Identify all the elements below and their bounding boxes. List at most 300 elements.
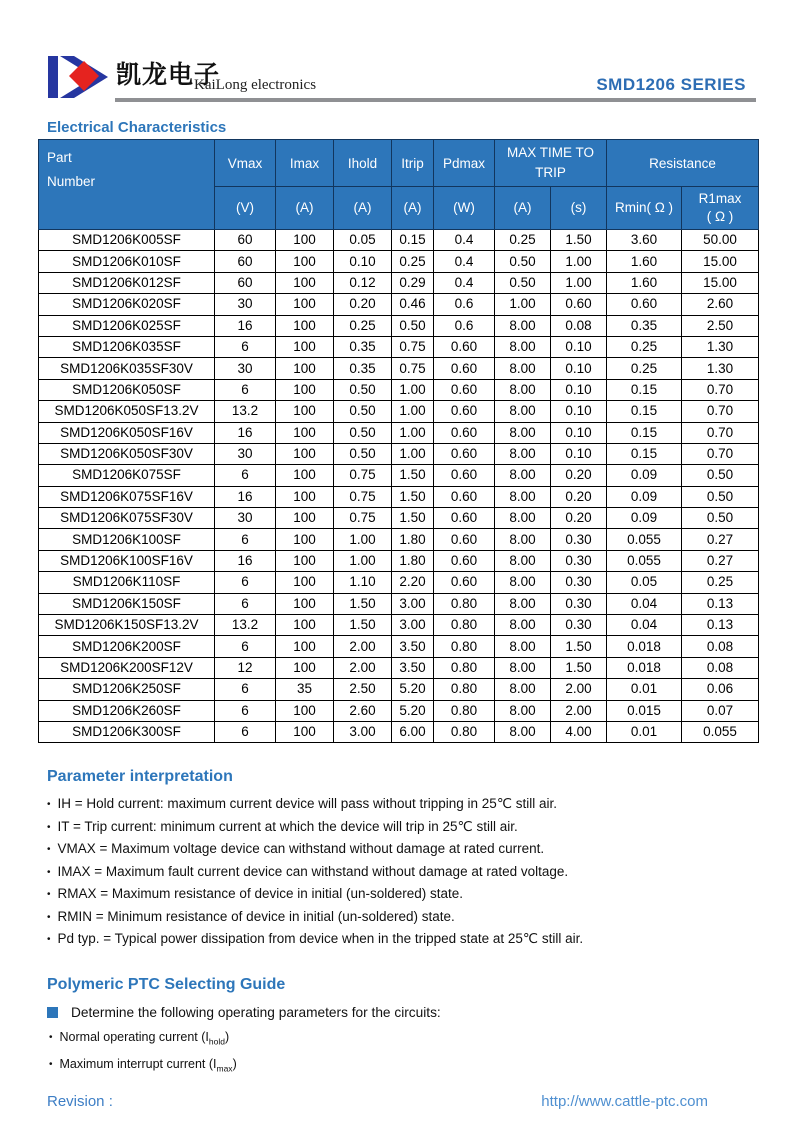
value-cell: 0.50 <box>334 422 392 443</box>
value-cell: 0.60 <box>434 379 495 400</box>
value-cell: 100 <box>276 401 334 422</box>
value-cell: 0.60 <box>434 465 495 486</box>
value-cell: 8.00 <box>495 486 551 507</box>
value-cell: 1.80 <box>392 550 434 571</box>
table-row <box>39 721 759 742</box>
value-cell: 5.20 <box>392 700 434 721</box>
part-number-cell: SMD1206K200SF <box>39 636 215 657</box>
value-cell: 2.50 <box>682 315 759 336</box>
part-number-cell: SMD1206K012SF <box>39 272 215 293</box>
table-row <box>39 336 759 357</box>
unit-s: (s) <box>551 187 607 230</box>
value-cell: 2.60 <box>334 700 392 721</box>
value-cell: 100 <box>276 700 334 721</box>
value-cell: 100 <box>276 422 334 443</box>
unit-w: (W) <box>434 187 495 230</box>
col-resistance: Resistance <box>607 140 759 187</box>
value-cell: 8.00 <box>495 358 551 379</box>
value-cell: 8.00 <box>495 315 551 336</box>
table-row <box>39 251 759 272</box>
value-cell: 0.50 <box>334 443 392 464</box>
value-cell: 0.018 <box>607 657 682 678</box>
value-cell: 0.50 <box>495 251 551 272</box>
value-cell: 0.30 <box>551 572 607 593</box>
table-row <box>39 700 759 721</box>
value-cell: 1.50 <box>334 593 392 614</box>
value-cell: 0.60 <box>434 508 495 529</box>
value-cell: 16 <box>215 486 276 507</box>
value-cell: 0.50 <box>682 486 759 507</box>
value-cell: 1.00 <box>392 379 434 400</box>
value-cell: 1.00 <box>334 529 392 550</box>
unit-a-ihold: (A) <box>334 187 392 230</box>
value-cell: 1.00 <box>551 272 607 293</box>
value-cell: 2.00 <box>334 636 392 657</box>
r1max-line2: ( Ω ) <box>706 209 734 224</box>
value-cell: 0.30 <box>551 593 607 614</box>
value-cell: 30 <box>215 358 276 379</box>
value-cell: 1.00 <box>334 550 392 571</box>
value-cell: 6 <box>215 336 276 357</box>
value-cell: 0.60 <box>434 486 495 507</box>
value-cell: 1.80 <box>392 529 434 550</box>
value-cell: 0.60 <box>434 358 495 379</box>
series-title: SMD1206 SERIES <box>596 75 746 94</box>
value-cell: 0.30 <box>551 615 607 636</box>
part-number-cell: SMD1206K050SF30V <box>39 443 215 464</box>
value-cell: 100 <box>276 336 334 357</box>
value-cell: 2.20 <box>392 572 434 593</box>
value-cell: 100 <box>276 657 334 678</box>
part-number-cell: SMD1206K025SF <box>39 315 215 336</box>
value-cell: 0.27 <box>682 550 759 571</box>
value-cell: 0.15 <box>607 443 682 464</box>
table-row <box>39 529 759 550</box>
value-cell: 100 <box>276 593 334 614</box>
value-cell: 0.75 <box>334 508 392 529</box>
value-cell: 0.018 <box>607 636 682 657</box>
electrical-characteristics-title: Electrical Characteristics <box>47 119 227 136</box>
parameter-text: IMAX = Maximum fault current device can withstand without damage at rated voltage. <box>57 863 569 879</box>
value-cell: 0.60 <box>434 443 495 464</box>
part-number-cell: SMD1206K100SF <box>39 529 215 550</box>
value-cell: 0.75 <box>334 465 392 486</box>
determine-line <box>47 1005 758 1020</box>
page-content <box>38 119 758 1110</box>
part-number-cell: SMD1206K035SF30V <box>39 358 215 379</box>
value-cell: 6 <box>215 465 276 486</box>
table-row <box>39 401 759 422</box>
value-cell: 0.60 <box>434 550 495 571</box>
value-cell: 0.60 <box>607 294 682 315</box>
value-cell: 0.15 <box>392 230 434 251</box>
bullet-suffix: ) <box>232 1056 237 1071</box>
value-cell: 0.20 <box>334 294 392 315</box>
value-cell: 100 <box>276 315 334 336</box>
value-cell: 30 <box>215 443 276 464</box>
bullet-suffix: ) <box>224 1029 230 1044</box>
parameter-interpretation-title: Parameter interpretation <box>47 768 233 786</box>
bullet-icon: • <box>47 934 51 946</box>
value-cell: 6 <box>215 593 276 614</box>
unit-v: (V) <box>215 187 276 230</box>
value-cell: 0.055 <box>607 529 682 550</box>
value-cell: 0.80 <box>434 679 495 700</box>
value-cell: 60 <box>215 272 276 293</box>
r1max-line1: R1max <box>698 191 742 206</box>
value-cell: 0.10 <box>551 401 607 422</box>
value-cell: 0.12 <box>334 272 392 293</box>
value-cell: 16 <box>215 550 276 571</box>
table-row <box>39 615 759 636</box>
value-cell: 0.60 <box>551 294 607 315</box>
value-cell: 0.70 <box>682 422 759 443</box>
parameter-item <box>47 906 758 929</box>
value-cell: 0.09 <box>607 465 682 486</box>
value-cell: 0.70 <box>682 379 759 400</box>
part-number-cell: SMD1206K260SF <box>39 700 215 721</box>
value-cell: 0.80 <box>434 636 495 657</box>
selecting-guide-title: Polymeric PTC Selecting Guide <box>47 975 286 993</box>
value-cell: 3.00 <box>392 615 434 636</box>
value-cell: 2.00 <box>334 657 392 678</box>
value-cell: 13.2 <box>215 615 276 636</box>
table-row <box>39 422 759 443</box>
table-row <box>39 358 759 379</box>
value-cell: 1.00 <box>495 294 551 315</box>
parameter-text: IH = Hold current: maximum current device will pass without tripping in 25℃ still air. <box>57 796 557 812</box>
value-cell: 0.35 <box>607 315 682 336</box>
value-cell: 1.00 <box>551 251 607 272</box>
unit-a-trip: (A) <box>495 187 551 230</box>
table-head <box>39 140 759 230</box>
value-cell: 8.00 <box>495 721 551 742</box>
part-number-cell: SMD1206K075SF16V <box>39 486 215 507</box>
table-row <box>39 593 759 614</box>
value-cell: 8.00 <box>495 465 551 486</box>
value-cell: 0.60 <box>434 529 495 550</box>
value-cell: 0.75 <box>334 486 392 507</box>
value-cell: 0.20 <box>551 508 607 529</box>
value-cell: 0.50 <box>682 508 759 529</box>
parameter-list <box>38 793 758 951</box>
logo-chinese-text: 凯龙电子 <box>116 60 221 89</box>
part-number-cell: SMD1206K010SF <box>39 251 215 272</box>
value-cell: 0.06 <box>682 679 759 700</box>
value-cell: 0.25 <box>495 230 551 251</box>
value-cell: 0.20 <box>551 486 607 507</box>
value-cell: 6 <box>215 700 276 721</box>
part-number-cell: SMD1206K075SF30V <box>39 508 215 529</box>
revision-label: Revision : <box>47 1092 113 1110</box>
table-row <box>39 486 759 507</box>
part-label-line2: Number <box>47 174 96 189</box>
value-cell: 8.00 <box>495 550 551 571</box>
table-row <box>39 572 759 593</box>
parameter-text: Pd typ. = Typical power dissipation from device when in the tripped state at 25℃ still air. <box>57 931 584 947</box>
value-cell: 12 <box>215 657 276 678</box>
value-cell: 1.60 <box>607 251 682 272</box>
bullet-icon: • <box>49 1058 53 1070</box>
logo-english-text: KaiLong electronics <box>194 77 317 93</box>
value-cell: 0.50 <box>495 272 551 293</box>
value-cell: 0.01 <box>607 721 682 742</box>
value-cell: 100 <box>276 636 334 657</box>
col-itrip: Itrip <box>392 140 434 187</box>
kailong-logo-icon <box>48 56 112 98</box>
table-row <box>39 294 759 315</box>
value-cell: 1.50 <box>392 486 434 507</box>
value-cell: 0.25 <box>607 336 682 357</box>
part-number-cell: SMD1206K075SF <box>39 465 215 486</box>
value-cell: 0.60 <box>434 422 495 443</box>
website-link[interactable]: http://www.cattle-ptc.com <box>541 1092 708 1110</box>
value-cell: 0.80 <box>434 721 495 742</box>
table-row <box>39 679 759 700</box>
value-cell: 0.30 <box>551 529 607 550</box>
value-cell: 0.07 <box>682 700 759 721</box>
table-row <box>39 443 759 464</box>
part-number-cell: SMD1206K050SF16V <box>39 422 215 443</box>
parameter-text: IT = Trip current: minimum current at which the device will trip in 25℃ still air. <box>57 818 518 834</box>
value-cell: 100 <box>276 465 334 486</box>
value-cell: 15.00 <box>682 272 759 293</box>
value-cell: 0.08 <box>682 636 759 657</box>
value-cell: 8.00 <box>495 572 551 593</box>
value-cell: 0.10 <box>551 336 607 357</box>
value-cell: 1.30 <box>682 358 759 379</box>
bullet-icon: • <box>47 799 51 811</box>
value-cell: 13.2 <box>215 401 276 422</box>
value-cell: 0.10 <box>551 358 607 379</box>
value-cell: 100 <box>276 508 334 529</box>
value-cell: 8.00 <box>495 529 551 550</box>
part-number-cell: SMD1206K300SF <box>39 721 215 742</box>
part-number-cell: SMD1206K035SF <box>39 336 215 357</box>
value-cell: 1.50 <box>551 657 607 678</box>
value-cell: 8.00 <box>495 593 551 614</box>
value-cell: 0.10 <box>334 251 392 272</box>
parameter-item <box>47 861 758 884</box>
value-cell: 100 <box>276 572 334 593</box>
bullet-icon: • <box>47 821 51 833</box>
value-cell: 0.80 <box>434 700 495 721</box>
value-cell: 60 <box>215 251 276 272</box>
determine-text: Determine the following operating parameters for the circuits: <box>71 1004 441 1020</box>
bullet-icon: • <box>47 844 51 856</box>
value-cell: 3.00 <box>392 593 434 614</box>
col-part-number <box>39 140 215 230</box>
value-cell: 0.13 <box>682 593 759 614</box>
value-cell: 0.35 <box>334 358 392 379</box>
table-row <box>39 657 759 678</box>
value-cell: 0.60 <box>434 572 495 593</box>
value-cell: 100 <box>276 230 334 251</box>
value-cell: 0.055 <box>682 721 759 742</box>
value-cell: 8.00 <box>495 679 551 700</box>
list-item <box>49 1053 758 1080</box>
value-cell: 6.00 <box>392 721 434 742</box>
value-cell: 1.50 <box>551 636 607 657</box>
col-imax: Imax <box>276 140 334 187</box>
parameter-text: VMAX = Maximum voltage device can withstand without damage at rated current. <box>57 841 545 857</box>
value-cell: 8.00 <box>495 336 551 357</box>
value-cell: 6 <box>215 721 276 742</box>
value-cell: 0.4 <box>434 251 495 272</box>
part-number-cell: SMD1206K050SF <box>39 379 215 400</box>
value-cell: 15.00 <box>682 251 759 272</box>
part-number-cell: SMD1206K200SF12V <box>39 657 215 678</box>
value-cell: 0.055 <box>607 550 682 571</box>
parameter-item <box>47 793 758 816</box>
value-cell: 0.01 <box>607 679 682 700</box>
value-cell: 100 <box>276 615 334 636</box>
part-label-line1: Part <box>47 150 72 165</box>
table-row <box>39 465 759 486</box>
bullet-icon: • <box>47 889 51 901</box>
value-cell: 0.60 <box>434 336 495 357</box>
value-cell: 50.00 <box>682 230 759 251</box>
part-number-cell: SMD1206K250SF <box>39 679 215 700</box>
value-cell: 0.15 <box>607 401 682 422</box>
col-rmin: Rmin( Ω ) <box>607 187 682 230</box>
value-cell: 16 <box>215 315 276 336</box>
value-cell: 1.50 <box>334 615 392 636</box>
value-cell: 0.25 <box>334 315 392 336</box>
value-cell: 0.05 <box>334 230 392 251</box>
value-cell: 100 <box>276 550 334 571</box>
value-cell: 6 <box>215 572 276 593</box>
square-bullet-icon <box>47 1007 58 1018</box>
value-cell: 0.27 <box>682 529 759 550</box>
value-cell: 0.25 <box>392 251 434 272</box>
value-cell: 2.50 <box>334 679 392 700</box>
value-cell: 0.35 <box>334 336 392 357</box>
value-cell: 3.50 <box>392 636 434 657</box>
col-pdmax: Pdmax <box>434 140 495 187</box>
part-number-cell: SMD1206K150SF13.2V <box>39 615 215 636</box>
parameter-text: RMIN = Minimum resistance of device in initial (un-soldered) state. <box>57 908 455 924</box>
value-cell: 6 <box>215 529 276 550</box>
value-cell: 4.00 <box>551 721 607 742</box>
value-cell: 1.00 <box>392 401 434 422</box>
selecting-guide-list <box>38 1026 758 1080</box>
value-cell: 0.60 <box>434 401 495 422</box>
value-cell: 0.015 <box>607 700 682 721</box>
value-cell: 0.80 <box>434 615 495 636</box>
part-number-cell: SMD1206K005SF <box>39 230 215 251</box>
value-cell: 0.04 <box>607 615 682 636</box>
value-cell: 100 <box>276 272 334 293</box>
value-cell: 0.04 <box>607 593 682 614</box>
value-cell: 3.00 <box>334 721 392 742</box>
value-cell: 8.00 <box>495 700 551 721</box>
value-cell: 8.00 <box>495 379 551 400</box>
value-cell: 1.30 <box>682 336 759 357</box>
value-cell: 0.09 <box>607 508 682 529</box>
parameter-item <box>47 838 758 861</box>
value-cell: 30 <box>215 508 276 529</box>
value-cell: 1.10 <box>334 572 392 593</box>
value-cell: 0.50 <box>334 379 392 400</box>
part-number-cell: SMD1206K020SF <box>39 294 215 315</box>
value-cell: 0.75 <box>392 336 434 357</box>
value-cell: 1.00 <box>392 422 434 443</box>
value-cell: 0.05 <box>607 572 682 593</box>
value-cell: 100 <box>276 721 334 742</box>
value-cell: 0.4 <box>434 230 495 251</box>
value-cell: 0.50 <box>392 315 434 336</box>
bullet-icon: • <box>47 911 51 923</box>
col-ihold: Ihold <box>334 140 392 187</box>
value-cell: 8.00 <box>495 401 551 422</box>
table-row <box>39 550 759 571</box>
bullet-icon: • <box>49 1031 53 1043</box>
list-item <box>49 1026 758 1053</box>
value-cell: 5.20 <box>392 679 434 700</box>
value-cell: 0.6 <box>434 315 495 336</box>
table-row <box>39 272 759 293</box>
value-cell: 1.50 <box>392 465 434 486</box>
value-cell: 0.70 <box>682 401 759 422</box>
value-cell: 100 <box>276 251 334 272</box>
col-r1max <box>682 187 759 230</box>
table-row <box>39 636 759 657</box>
bullet-icon: • <box>47 866 51 878</box>
value-cell: 8.00 <box>495 422 551 443</box>
value-cell: 100 <box>276 443 334 464</box>
value-cell: 0.20 <box>551 465 607 486</box>
part-number-cell: SMD1206K150SF <box>39 593 215 614</box>
value-cell: 6 <box>215 636 276 657</box>
col-vmax: Vmax <box>215 140 276 187</box>
bullet-prefix: Maximum interrupt current (I <box>59 1056 217 1071</box>
value-cell: 0.70 <box>682 443 759 464</box>
value-cell: 0.46 <box>392 294 434 315</box>
value-cell: 0.08 <box>682 657 759 678</box>
value-cell: 1.50 <box>392 508 434 529</box>
value-cell: 1.60 <box>607 272 682 293</box>
bullet-subscript: max <box>216 1063 233 1074</box>
parameter-item <box>47 928 758 951</box>
value-cell: 8.00 <box>495 615 551 636</box>
value-cell: 60 <box>215 230 276 251</box>
table-row <box>39 315 759 336</box>
part-number-cell: SMD1206K050SF13.2V <box>39 401 215 422</box>
value-cell: 30 <box>215 294 276 315</box>
value-cell: 8.00 <box>495 657 551 678</box>
value-cell: 0.10 <box>551 443 607 464</box>
value-cell: 0.4 <box>434 272 495 293</box>
value-cell: 0.10 <box>551 422 607 443</box>
value-cell: 100 <box>276 529 334 550</box>
value-cell: 2.60 <box>682 294 759 315</box>
value-cell: 2.00 <box>551 700 607 721</box>
header-rule <box>115 98 756 102</box>
value-cell: 3.50 <box>392 657 434 678</box>
unit-a-imax: (A) <box>276 187 334 230</box>
value-cell: 8.00 <box>495 636 551 657</box>
value-cell: 16 <box>215 422 276 443</box>
electrical-characteristics-table <box>38 139 759 743</box>
value-cell: 0.15 <box>607 379 682 400</box>
value-cell: 0.08 <box>551 315 607 336</box>
table-body <box>39 230 759 743</box>
bullet-subscript: hold <box>208 1036 225 1047</box>
value-cell: 0.80 <box>434 657 495 678</box>
value-cell: 0.10 <box>551 379 607 400</box>
value-cell: 0.50 <box>682 465 759 486</box>
